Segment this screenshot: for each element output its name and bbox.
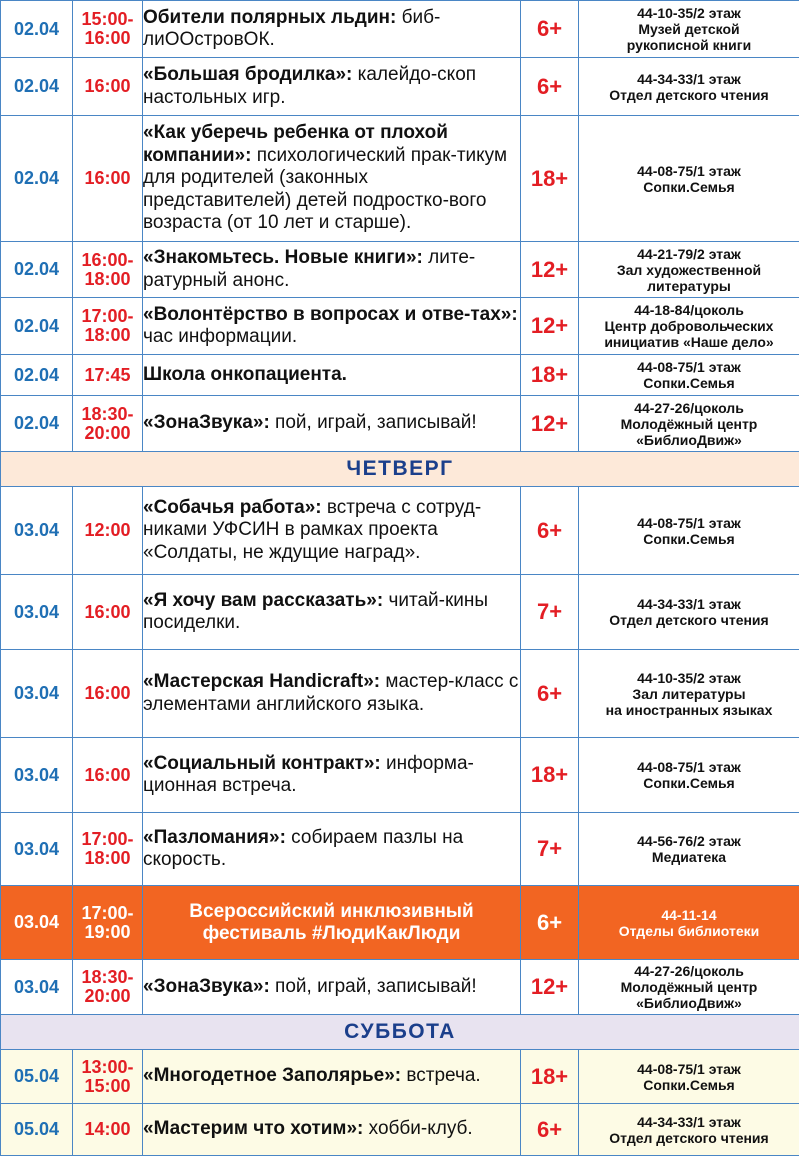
event-description	[143, 116, 521, 242]
event-details: лите-ратурный анонс.	[143, 247, 476, 291]
event-description	[143, 242, 521, 298]
event-location	[579, 242, 799, 298]
event-details: собираем пазлы на скорость.	[143, 826, 464, 870]
table-row	[1, 575, 799, 650]
age-rating: 18+	[521, 738, 579, 813]
event-date: 02.04	[1, 1, 73, 58]
age-rating: 6+	[521, 886, 579, 960]
location-phone: 44-56-76/2 этаж	[637, 833, 741, 849]
age-rating: 6+	[521, 58, 579, 116]
time-start: 18:30-	[81, 403, 134, 424]
age-rating: 6+	[521, 487, 579, 575]
event-title: «Я хочу вам рассказать»:	[143, 589, 384, 611]
event-title: «ЗонаЗвука»:	[143, 975, 270, 997]
table-row-highlighted	[1, 886, 799, 960]
table-row	[1, 396, 799, 452]
age-rating: 6+	[521, 1104, 579, 1156]
event-description	[143, 813, 521, 886]
event-time: 16:00	[73, 650, 143, 738]
event-location	[579, 886, 799, 960]
location-line: на иностранных языках	[605, 701, 773, 718]
location-phone: 44-10-35/2 этаж	[637, 5, 741, 21]
location-line: Сопки.Семья	[643, 530, 735, 547]
location-phone: 44-27-26/цоколь	[634, 963, 744, 979]
time-start: 17:00-	[81, 902, 134, 923]
event-title: «Как уберечь ребенка от плохой компании»:	[143, 122, 448, 166]
event-time	[73, 396, 143, 452]
event-details: калейдо-скоп настольных игр.	[143, 64, 477, 108]
location-line: Отдел детского чтения	[609, 1129, 769, 1146]
time-start: 16:00-	[81, 249, 134, 270]
location-line: Зал литературы	[632, 685, 746, 702]
event-description	[143, 58, 521, 116]
event-details: психологический прак-тикум для родителей (законных представителей) детей подростко-вого возраста (от 10 лет и старше).	[143, 144, 508, 234]
table-row	[1, 960, 799, 1015]
event-location	[579, 396, 799, 452]
event-title: «Волонтёрство в вопросах и отве-тах»:	[143, 303, 518, 325]
event-details: пой, играй, записывай!	[269, 412, 477, 434]
location-phone: 44-08-75/1 этаж	[637, 162, 741, 179]
day-header-saturday	[1, 1015, 799, 1050]
age-rating: 12+	[521, 396, 579, 452]
event-title: «Социальный контракт»:	[143, 752, 381, 774]
location-line: Сопки.Семья	[643, 178, 735, 195]
location-phone: 44-21-79/2 этаж	[637, 245, 741, 262]
time-end: 18:00	[84, 325, 131, 345]
time-end: 19:00	[84, 921, 131, 942]
time-start: 17:00-	[81, 306, 134, 326]
event-details: пой, играй, записывай!	[269, 975, 477, 997]
event-location	[579, 298, 799, 355]
day-label: СУББОТА	[1, 1015, 799, 1050]
time-end: 16:00	[84, 28, 131, 48]
time-end: 20:00	[84, 422, 131, 443]
event-description	[143, 650, 521, 738]
event-location	[579, 487, 799, 575]
location-phone: 44-27-26/цоколь	[634, 399, 744, 416]
location-line: Отдел детского чтения	[609, 612, 769, 628]
event-location	[579, 355, 799, 396]
time-end: 18:00	[84, 848, 131, 868]
location-phone: 44-34-33/1 этаж	[637, 70, 741, 87]
location-phone: 44-18-84/цоколь	[634, 302, 744, 318]
location-line: «БиблиоДвиж»	[636, 431, 742, 448]
event-details: мастер-класс с элементами английского языка.	[143, 671, 519, 715]
event-date: 03.04	[1, 650, 73, 738]
event-date: 05.04	[1, 1104, 73, 1156]
location-phone: 44-11-14	[661, 906, 717, 923]
age-rating: 6+	[521, 650, 579, 738]
location-line: Сопки.Семья	[643, 375, 735, 391]
event-description	[143, 960, 521, 1015]
event-date: 02.04	[1, 242, 73, 298]
event-date: 03.04	[1, 738, 73, 813]
age-rating: 18+	[521, 116, 579, 242]
event-location	[579, 650, 799, 738]
event-location	[579, 960, 799, 1015]
location-line: Зал художественной	[616, 261, 762, 278]
event-description	[143, 487, 521, 575]
location-line: Сопки.Семья	[643, 1076, 735, 1093]
event-time	[73, 960, 143, 1015]
event-description	[143, 396, 521, 452]
event-date: 02.04	[1, 298, 73, 355]
event-description	[143, 886, 521, 960]
location-line: Отделы библиотеки	[618, 922, 760, 939]
event-date: 03.04	[1, 886, 73, 960]
event-location	[579, 813, 799, 886]
event-description	[143, 738, 521, 813]
event-location	[579, 738, 799, 813]
event-time: 12:00	[73, 487, 143, 575]
time-start: 15:00-	[81, 9, 134, 29]
day-label: ЧЕТВЕРГ	[1, 452, 799, 487]
table-row	[1, 1, 799, 58]
event-location	[579, 1050, 799, 1104]
age-rating: 6+	[521, 1, 579, 58]
time-end: 20:00	[84, 986, 131, 1006]
age-rating: 18+	[521, 355, 579, 396]
table-row	[1, 487, 799, 575]
event-location	[579, 58, 799, 116]
event-date: 02.04	[1, 396, 73, 452]
event-description	[143, 355, 521, 396]
location-line: Отдел детского чтения	[609, 86, 769, 103]
location-phone: 44-08-75/1 этаж	[637, 759, 741, 775]
event-details: час информации.	[143, 326, 298, 347]
event-title: «Мастерская Handicraft»:	[143, 671, 381, 692]
age-rating: 18+	[521, 1050, 579, 1104]
table-row	[1, 650, 799, 738]
event-date: 02.04	[1, 116, 73, 242]
event-description	[143, 1, 521, 58]
event-title: Всероссийский инклюзивный фестиваль #ЛюдиКакЛюди	[189, 900, 474, 944]
event-description	[143, 1050, 521, 1104]
event-date: 03.04	[1, 575, 73, 650]
event-date: 02.04	[1, 355, 73, 396]
event-description	[143, 575, 521, 650]
age-rating: 12+	[521, 242, 579, 298]
location-phone: 44-34-33/1 этаж	[637, 596, 741, 612]
event-location	[579, 1104, 799, 1156]
location-line: Центр добровольческих	[604, 318, 774, 334]
table-row	[1, 1104, 799, 1156]
location-line: Сопки.Семья	[643, 775, 735, 791]
table-row	[1, 116, 799, 242]
event-details: информа-ционная встреча.	[143, 752, 474, 796]
event-time: 16:00	[73, 738, 143, 813]
table-row	[1, 1050, 799, 1104]
event-time: 16:00	[73, 116, 143, 242]
location-line: литературы	[647, 277, 731, 294]
location-phone: 44-34-33/1 этаж	[637, 1113, 741, 1130]
event-title: Обители полярных льдин:	[143, 6, 397, 28]
event-time	[73, 298, 143, 355]
time-end: 15:00	[84, 1075, 131, 1096]
event-date: 03.04	[1, 487, 73, 575]
location-phone: 44-08-75/1 этаж	[637, 1060, 741, 1077]
event-time	[73, 1, 143, 58]
event-details: встреча с сотруд-никами УФСИН в рамках проекта «Солдаты, не ждущие наград».	[143, 496, 482, 563]
location-line: Молодёжный центр	[620, 979, 758, 995]
event-title: «ЗонаЗвука»:	[143, 412, 270, 434]
event-details: встреча.	[401, 1065, 481, 1087]
event-location	[579, 1, 799, 58]
age-rating: 7+	[521, 575, 579, 650]
location-phone: 44-10-35/2 этаж	[637, 669, 741, 686]
location-line: рукописной книги	[626, 37, 752, 53]
table-row	[1, 813, 799, 886]
event-time	[73, 813, 143, 886]
time-end: 18:00	[84, 268, 131, 289]
time-start: 13:00-	[81, 1056, 134, 1077]
event-title: «Пазломания»:	[143, 826, 286, 848]
event-time	[73, 886, 143, 960]
age-rating: 12+	[521, 960, 579, 1015]
location-phone: 44-08-75/1 этаж	[637, 514, 741, 531]
event-description	[143, 298, 521, 355]
event-title: «Собачья работа»:	[143, 496, 322, 518]
time-start: 17:00-	[81, 829, 134, 849]
event-title: «Большая бродилка»:	[143, 64, 353, 85]
event-description	[143, 1104, 521, 1156]
event-time: 16:00	[73, 58, 143, 116]
table-row	[1, 355, 799, 396]
event-location	[579, 116, 799, 242]
location-line: «БиблиоДвиж»	[636, 995, 742, 1011]
age-rating: 12+	[521, 298, 579, 355]
event-title: «Мастерим что хотим»:	[143, 1118, 364, 1140]
table-row	[1, 242, 799, 298]
event-title: «Знакомьтесь. Новые книги»:	[143, 247, 423, 268]
event-details: биб-лиООстровОК.	[143, 6, 441, 50]
location-line: Музей детской	[638, 21, 740, 37]
location-line: Молодёжный центр	[620, 415, 758, 432]
event-time	[73, 1050, 143, 1104]
event-time: 16:00	[73, 575, 143, 650]
event-date: 02.04	[1, 58, 73, 116]
table-row	[1, 58, 799, 116]
event-title: Школа онкопациента.	[143, 363, 347, 385]
event-date: 05.04	[1, 1050, 73, 1104]
day-header-thursday	[1, 452, 799, 487]
event-location	[579, 575, 799, 650]
event-time: 14:00	[73, 1104, 143, 1156]
event-time: 17:45	[73, 355, 143, 396]
location-line: Медиатека	[651, 849, 727, 865]
event-title: «Многодетное Заполярье»:	[143, 1065, 402, 1087]
location-line: инициатив «Наше дело»	[604, 334, 774, 350]
time-start: 18:30-	[81, 967, 134, 987]
event-details: читай-кины посиделки.	[143, 589, 489, 633]
event-date: 03.04	[1, 813, 73, 886]
table-row	[1, 738, 799, 813]
table-row	[1, 298, 799, 355]
location-phone: 44-08-75/1 этаж	[637, 359, 741, 375]
event-details: хобби-клуб.	[363, 1118, 473, 1140]
event-date: 03.04	[1, 960, 73, 1015]
age-rating: 7+	[521, 813, 579, 886]
event-time	[73, 242, 143, 298]
